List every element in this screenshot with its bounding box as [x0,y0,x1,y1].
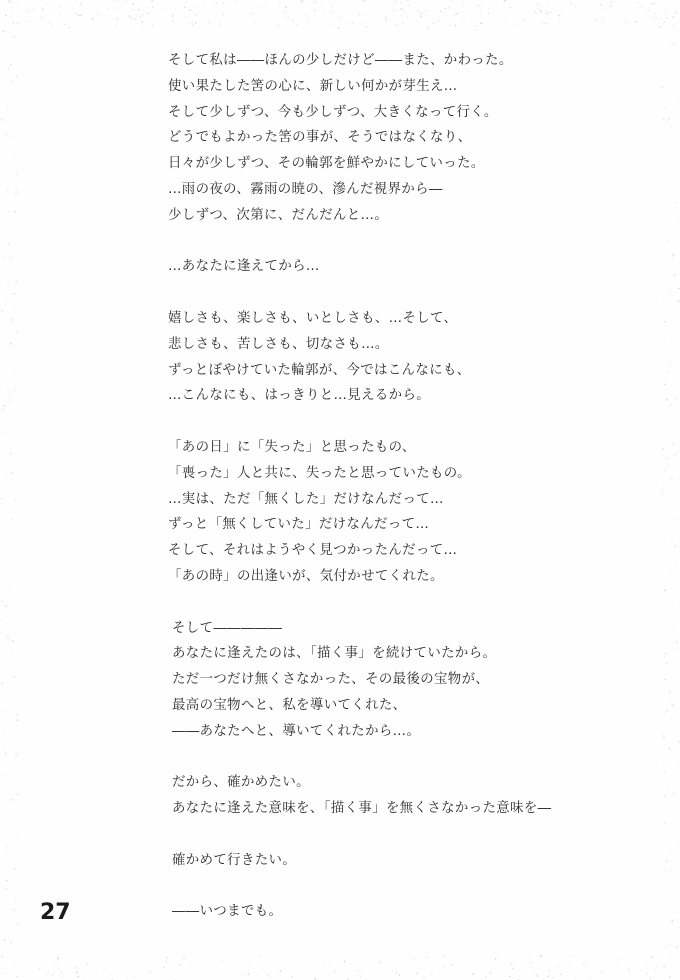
paragraph [168,306,638,409]
text-line: 「あの時」の出逢いが、気付かせてくれた。 [168,568,444,584]
paragraph [168,254,638,280]
paragraph-break [168,229,638,255]
paragraph-break [168,590,638,616]
text-line: ――いつまでも。 [172,904,283,920]
paragraph [168,899,638,925]
page-number: 27 [40,900,71,925]
text-line: ずっとぼやけていた輪郭が、今ではこんなにも、 [168,362,471,378]
paragraph-break [168,822,638,848]
paragraph-break [168,280,638,306]
text-line: 日々が少しずつ、その輪郭を鮮やかにしていった。 [168,156,485,172]
text-line: あなたに逢えた意味を、「描く事」を無くさなかった意味を― [172,801,552,817]
prose-text [168,48,638,925]
text-line: ただ一つだけ無くさなかった、その最後の宝物が、 [172,672,490,688]
text-line: 「喪った」人と共に、失ったと思っていたもの。 [168,465,471,481]
paragraph-break [168,745,638,771]
text-line: 嬉しさも、楽しさも、いとしさも、…そして、 [168,310,458,326]
text-line: 最高の宝物へと、私を導いてくれた、 [172,697,407,713]
paragraph [168,48,638,229]
text-line: …雨の夜の、霧雨の暁の、滲んだ視界から― [168,181,443,197]
text-line: 確かめて行きたい。 [172,852,297,868]
text-line: 少しずつ、次第に、だんだんと…。 [168,207,389,223]
paragraph-break [168,409,638,435]
text-line: ずっと「無くしていた」だけなんだって… [168,517,430,533]
text-line: 悲しさも、苦しさも、切なさも…。 [168,336,389,352]
text-line: そして私は――ほんの少しだけど――また、かわった。 [168,53,513,68]
text-line: …こんなにも、はっきりと…見えるから。 [168,388,431,404]
paragraph [168,435,638,590]
text-line: あなたに逢えたのは、「描く事」を続けていたから。 [172,646,497,662]
text-line: …実は、ただ「無くした」だけなんだって… [168,491,444,507]
paragraph-break [168,874,638,900]
paragraph [168,848,638,874]
text-line: そして少しずつ、今も少しずつ、大きくなって行く。 [168,104,498,120]
text-line: そして、それはようやく見つかったんだって… [168,543,458,559]
paragraph [168,770,638,822]
text-line: …あなたに逢えてから… [168,259,320,275]
text-line: だから、確かめたい。 [172,775,310,791]
text-line: ――あなたへと、導いてくれたから…。 [172,723,421,739]
text-line: どうでもよかった筈の事が、そうではなくなり、 [168,130,472,146]
text-line: 使い果たした筈の心に、新しい何かが芽生え… [168,78,458,94]
text-line: 「あの日」に「失った」と思ったもの、 [168,439,416,455]
paragraph [168,616,638,745]
text-line: そして――――― [172,620,283,636]
